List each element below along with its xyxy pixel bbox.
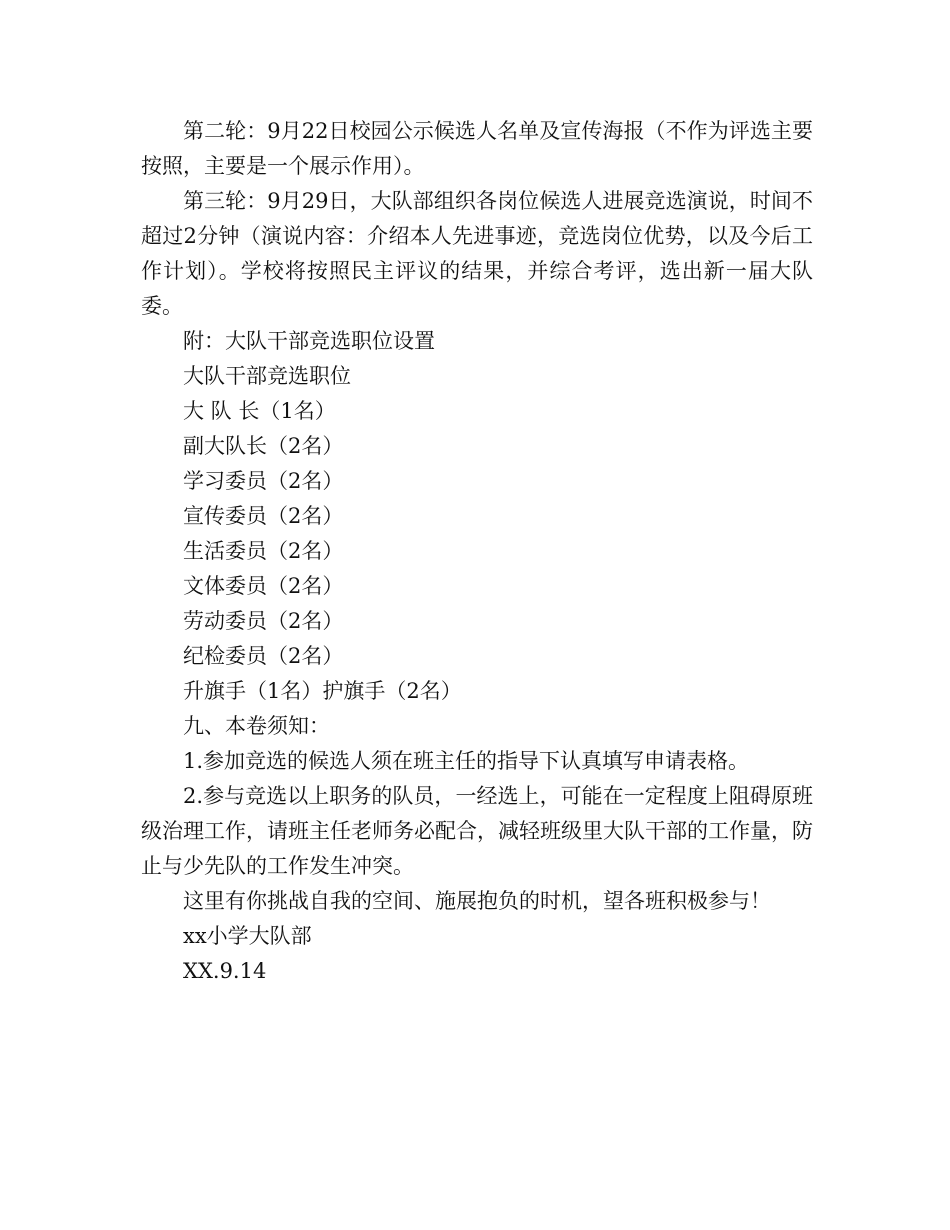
document-date: XX.9.14	[183, 959, 267, 983]
position-item: 文体委员（2名）	[183, 574, 344, 598]
position-item: 宣传委员（2名）	[183, 504, 344, 528]
notice-item: 2.参与竞选以上职务的队员，一经选上，可能在一定程度上阻碍原班级治理工作，请班主任老师务必配合，减轻班级里大队干部的工作量，防止与少先队的工作发生冲突。	[141, 784, 813, 878]
position-item: 劳动委员（2名）	[183, 609, 344, 633]
position-item: 升旗手（1名）护旗手（2名）	[183, 679, 462, 703]
notice-item: 1.参加竞选的候选人须在班主任的指导下认真填写申请表格。	[183, 749, 750, 773]
position-item: 纪检委员（2名）	[183, 644, 344, 668]
notice-heading: 九、本卷须知：	[183, 714, 330, 738]
position-item: 学习委员（2名）	[183, 469, 344, 493]
document-body	[141, 114, 813, 989]
round-two-paragraph: 第二轮：9月22日校园公示候选人名单及宣传海报（不作为评选主要按照，主要是一个展示作用）。	[141, 119, 813, 178]
position-item: 生活委员（2名）	[183, 539, 344, 563]
position-item: 副大队长（2名）	[183, 434, 344, 458]
position-item: 大 队 长（1名）	[183, 399, 336, 423]
closing-sentence: 这里有你挑战自我的空间、施展抱负的时机，望各班积极参与！	[183, 889, 771, 913]
appendix-heading: 附：大队干部竞选职位设置	[183, 329, 435, 353]
signature: xx小学大队部	[183, 924, 312, 948]
positions-title: 大队干部竞选职位	[183, 364, 351, 388]
round-three-paragraph: 第三轮：9月29日，大队部组织各岗位候选人进展竞选演说，时间不超过2分钟（演说内容：介绍本人先进事迹，竞选岗位优势，以及今后工作计划）。学校将按照民主评议的结果，并综合考评，选出新一届大队委。	[141, 189, 813, 318]
